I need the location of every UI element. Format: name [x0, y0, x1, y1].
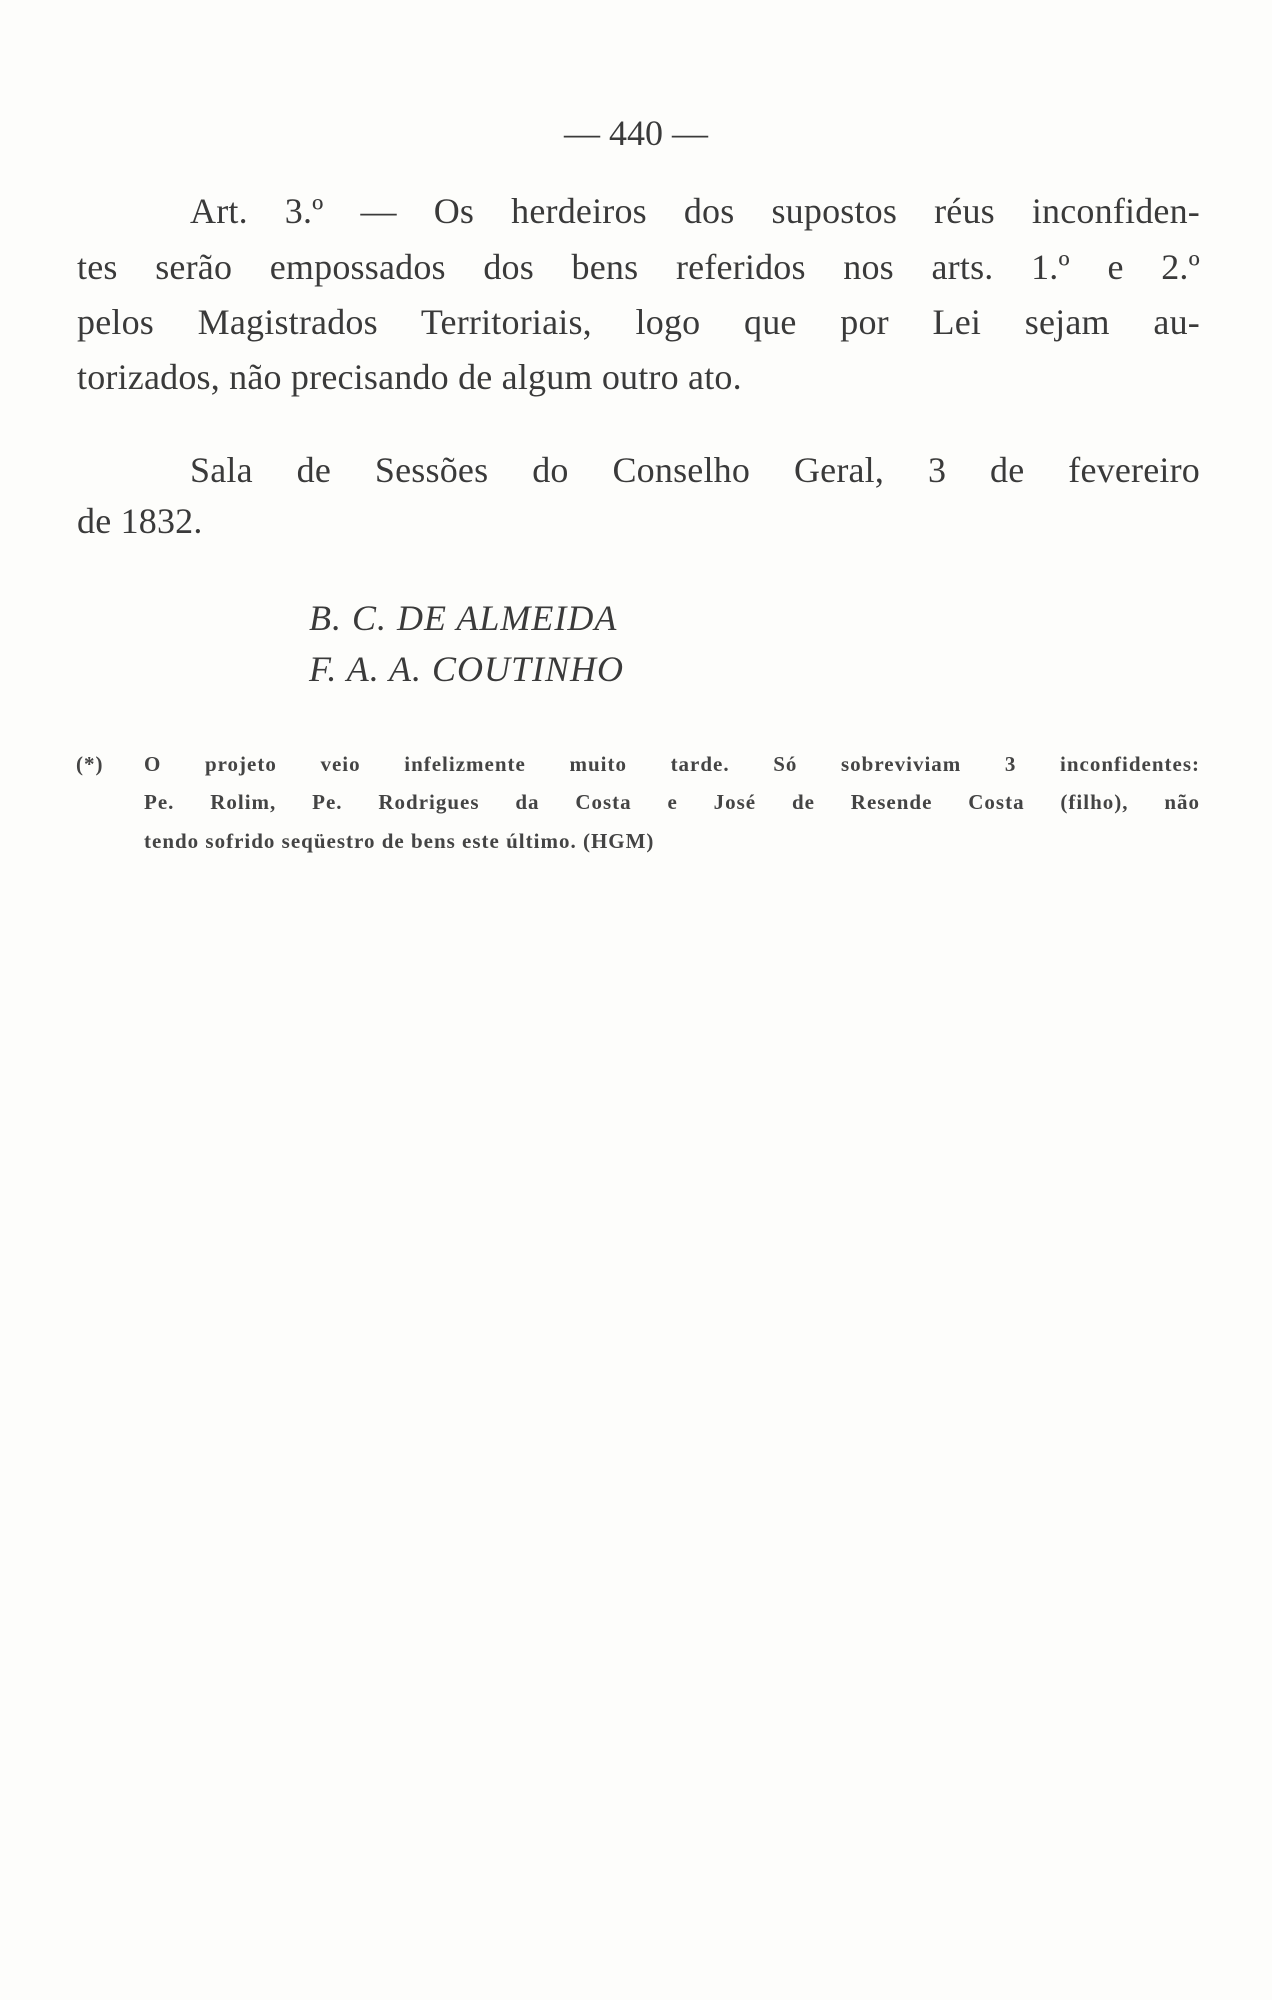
closing-line: Sala de Sessões do Conselho Geral, 3 de fevereiro	[190, 450, 1200, 490]
article-line: torizados, não precisando de algum outro ato.	[77, 357, 742, 397]
footnote-line: O projeto veio infelizmente muito tarde. Só sobreviviam 3 inconfidentes:	[144, 752, 1200, 776]
page-number: — 440 —	[564, 113, 708, 153]
closing-line: de 1832.	[77, 501, 203, 541]
article-line: pelos Magistrados Territoriais, logo que por Lei sejam au-	[77, 302, 1200, 342]
article-line: Art. 3.º — Os herdeiros dos supostos réus inconfiden-	[190, 191, 1200, 231]
signature: B. C. DE ALMEIDA	[309, 598, 618, 638]
footnote-line: tendo sofrido seqüestro de bens este último. (HGM)	[144, 829, 655, 853]
article-line: tes serão empossados dos bens referidos nos arts. 1.º e 2.º	[77, 247, 1200, 287]
footnote-line: Pe. Rolim, Pe. Rodrigues da Costa e José de Resende Costa (filho), não	[144, 790, 1200, 814]
signature: F. A. A. COUTINHO	[309, 649, 625, 689]
footnote-marker: (*)	[76, 752, 104, 776]
